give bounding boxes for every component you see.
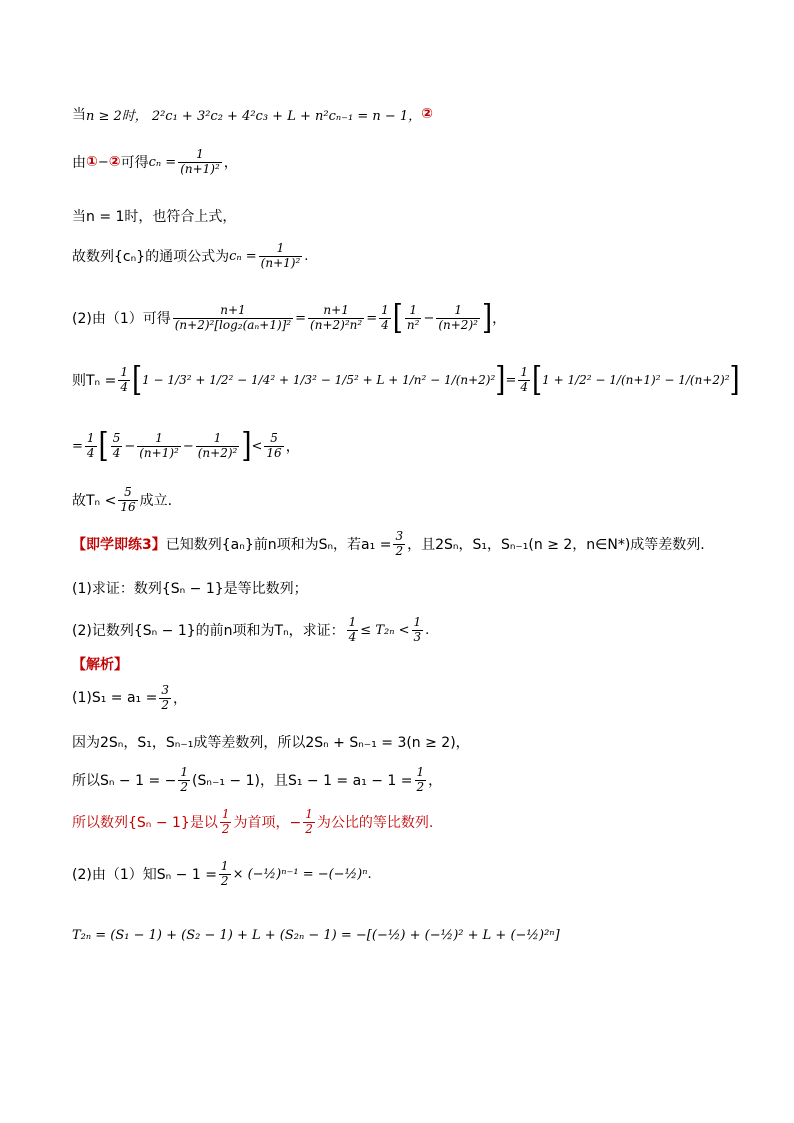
- l2-text: 由: [72, 155, 86, 172]
- l1-mark: ②: [421, 106, 434, 122]
- line-9: 【即学即练3】 已知数列{aₙ}前n项和为Sₙ，若a₁ = $\frac{3}{2}$ ，且2Sₙ，S₁，Sₙ₋₁(n ≥ 2，n∈N*)成等差数列.: [72, 529, 705, 558]
- l4-frac: $\frac{1}{\text{(n+1)²}}$: [260, 241, 301, 270]
- analysis-heading: 【解析】: [72, 657, 128, 673]
- line-11: (2)记数列{Sₙ − 1}的前n项和为Tₙ，求证： $\frac{1}{4}$ ≤ T₂ₙ < $\frac{1}{3}$ .: [72, 615, 430, 644]
- line-13: (1)S₁ = a₁ = $\frac{3}{2}$ ，: [72, 683, 187, 712]
- line-14: 因为2Sₙ，S₁，Sₙ₋₁成等差数列，所以2Sₙ + Sₙ₋₁ = 3(n ≥ 2)，: [72, 735, 470, 751]
- l2-cn: cₙ =: [148, 154, 177, 170]
- line-12: [72, 654, 128, 674]
- l6-body: 1 − 1/3² + 1/2² − 1/4² + 1/3² − 1/5² + L + 1/n² − 1/(n+2)²: [142, 373, 496, 388]
- l5-quarter: $\frac{1}{4}$: [381, 303, 389, 332]
- l6-body2: 1 + 1/2² − 1/(n+1)² − 1/(n+2)²: [542, 373, 730, 388]
- l3-text: 当n = 1时，也符合上式，: [72, 209, 237, 225]
- l6-pre: 则Tₙ =: [72, 373, 117, 390]
- line-8: 故Tₙ < $\frac{5}{16}$ 成立.: [72, 485, 173, 514]
- line-10: (1)求证：数列{Sₙ − 1}是等比数列；: [72, 581, 308, 597]
- l9-tag: 【即学即练3】: [72, 537, 166, 554]
- l2-frac: $\frac{1}{\text{(n+1)²}}$: [180, 147, 220, 176]
- line-6: 则Tₙ = $\frac{1}{4}$ [ 1 − 1/3² + 1/2² − 1/4² + 1/3² − 1/5² + L + 1/n² − 1/(n+2)² ] = $\frac{1}{4}$ [ 1 + 1/2² − 1/(n+1)² − 1/(n+2)² ]: [72, 360, 740, 400]
- l2-rest: 可得: [120, 155, 149, 172]
- line-5: (2)由（1）可得 $\frac{n+1}{\text{(n+2)²[log₂(aₙ+1)]²}}$ = $\frac{n+1}{\text{(n+2)²n²}}$ = $\frac{1}{4}$ [ $\frac{1}{\text{n²}}$ − $\frac{1}{\text{(n+2)²}}$ ] ，: [72, 298, 507, 338]
- line-7: = $\frac{1}{4}$ [ $\frac{5}{4}$ − $\frac{1}{\text{(n+1)²}}$ − $\frac{1}{\text{(n+2)²}}$ ] < $\frac{5}{16}$ ，: [72, 426, 300, 466]
- line-15: 所以Sₙ − 1 = − $\frac{1}{2}$ (Sₙ₋₁ − 1)，且S₁ − 1 = a₁ − 1 = $\frac{1}{2}$ ，: [72, 765, 443, 794]
- l5-pre: (2)由（1）可得: [72, 311, 171, 328]
- line-1: [72, 104, 433, 124]
- l5-frac-1: $\frac{n+1}{\text{(n+2)²[log₂(aₙ+1)]²}}$: [174, 303, 292, 332]
- line-18: T₂ₙ = (S₁ − 1) + (S₂ − 1) + L + (S₂ₙ − 1) = −[(−½) + (−½)² + L + (−½)²ⁿ]: [72, 928, 560, 943]
- line-3: [72, 206, 236, 226]
- l1-intro: 当: [72, 107, 86, 123]
- l1-eq: 2²c₁ + 3²c₂ + 4²c₃ + L + n²cₙ₋₁ = n − 1，: [151, 108, 422, 124]
- line-16: 所以数列{Sₙ − 1}是以 $\frac{1}{2}$ 为首项，− $\frac{1}{2}$ 为公比的等比数列.: [72, 807, 434, 836]
- line-4: 故数列{cₙ}的通项公式为 cₙ = $\frac{1}{\text{(n+1)²}}$ .: [72, 241, 309, 270]
- l2-m2: ②: [108, 154, 121, 171]
- l4-text: 故数列{cₙ}的通项公式为: [72, 249, 230, 266]
- line-2: 由 ① − ② 可得 cₙ = $\frac{1}{\text{(n+1)²}}$ ，: [72, 147, 238, 176]
- l5-frac-2: $\frac{n+1}{\text{(n+2)²n²}}$: [310, 303, 363, 332]
- l1-cond: n ≥ 2时，: [86, 108, 148, 124]
- line-17: (2)由（1）知Sₙ − 1 = $\frac{1}{2}$ × (−½)ⁿ⁻¹ = −(−½)ⁿ .: [72, 859, 372, 888]
- l2-minus: −: [97, 154, 109, 170]
- l2-m1: ①: [86, 154, 98, 171]
